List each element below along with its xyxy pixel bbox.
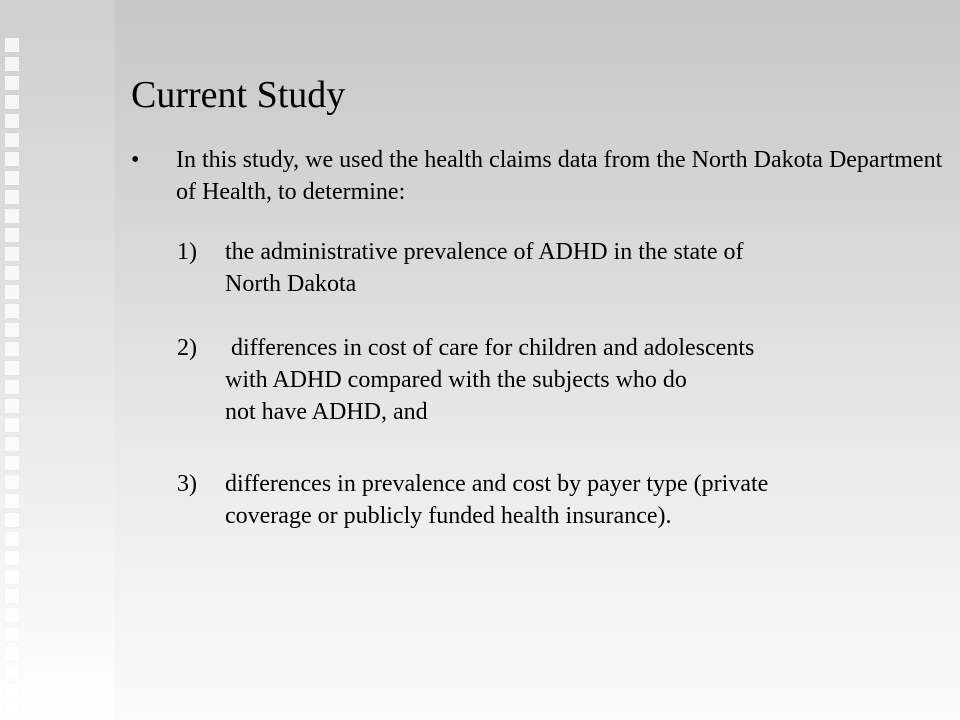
- decorative-square: [5, 38, 19, 52]
- list-item-line: not have ADHD, and: [225, 399, 428, 425]
- decorative-square: [5, 323, 19, 337]
- list-item-line: coverage or publicly funded health insurance).: [225, 503, 672, 529]
- decorative-square: [5, 361, 19, 375]
- list-item-line: differences in cost of care for children and adolescents: [225, 335, 755, 361]
- decorative-side-bar: [0, 0, 115, 720]
- decorative-square: [5, 266, 19, 280]
- decorative-square: [5, 627, 19, 641]
- decorative-square: [5, 57, 19, 71]
- decorative-square: [5, 456, 19, 470]
- intro-bullet-text: In this study, we used the health claims data from the North Dakota Department of Health, to determine:: [176, 147, 943, 205]
- list-item-line: with ADHD compared with the subjects who do: [225, 367, 687, 393]
- decorative-square: [5, 570, 19, 584]
- decorative-square: [5, 133, 19, 147]
- list-item-line: the administrative prevalence of ADHD in the state of: [225, 239, 744, 265]
- decorative-square: [5, 399, 19, 413]
- list-item-line: differences in prevalence and cost by payer type (private: [225, 471, 769, 497]
- decorative-square: [5, 608, 19, 622]
- decorative-square: [5, 437, 19, 451]
- decorative-square: [5, 114, 19, 128]
- bullet-marker: •: [131, 147, 140, 173]
- decorative-square: [5, 342, 19, 356]
- list-item-line: North Dakota: [225, 271, 357, 297]
- decorative-square: [5, 513, 19, 527]
- decorative-square: [5, 380, 19, 394]
- decorative-square: [5, 418, 19, 432]
- list-item-text: [225, 468, 952, 532]
- list-item-number: 3): [177, 471, 197, 497]
- list-item-text: [225, 236, 952, 300]
- decorative-square: [5, 703, 19, 717]
- decorative-square: [5, 684, 19, 698]
- decorative-square: [5, 551, 19, 565]
- decorative-square: [5, 228, 19, 242]
- decorative-square: [5, 247, 19, 261]
- decorative-square: [5, 532, 19, 546]
- decorative-square: [5, 95, 19, 109]
- decorative-square: [5, 589, 19, 603]
- decorative-square: [5, 304, 19, 318]
- decorative-square: [5, 475, 19, 489]
- list-item-number: 1): [177, 239, 197, 265]
- decorative-square: [5, 494, 19, 508]
- decorative-square: [5, 285, 19, 299]
- decorative-square-column: [5, 0, 25, 720]
- slide-title: Current Study: [131, 74, 346, 116]
- decorative-square: [5, 646, 19, 660]
- list-item-number: 2): [177, 335, 197, 361]
- list-item-text: [225, 332, 952, 428]
- decorative-square: [5, 152, 19, 166]
- decorative-square: [5, 76, 19, 90]
- decorative-square: [5, 171, 19, 185]
- decorative-square: [5, 665, 19, 679]
- decorative-square: [5, 209, 19, 223]
- decorative-square: [5, 190, 19, 204]
